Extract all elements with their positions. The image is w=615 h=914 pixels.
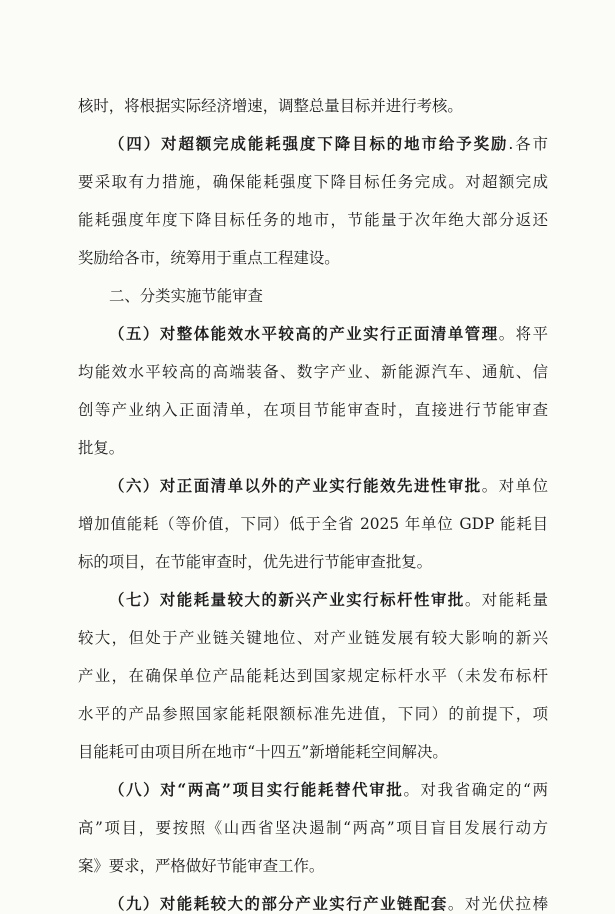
paragraph-line: 创等产业纳入正面清单，在项目节能审查时，直接进行节能审查: [78, 401, 548, 419]
paragraph-line: 产业，在确保单位产品能耗达到国家规定标杆水平（未发布标杆: [78, 667, 548, 685]
section-heading: （五）对整体能效水平较高的产业实行正面清单管理: [109, 325, 499, 343]
paragraph-line: 案》要求，严格做好节能审查工作。: [78, 857, 325, 875]
section-heading: （七）对能耗量较大的新兴产业实行标杆性审批: [109, 591, 465, 609]
paragraph-line: 能耗强度年度下降目标任务的地市，节能量于次年绝大部分返还: [78, 211, 548, 229]
paragraph-line: 标的项目，在节能审查时，优先进行节能审查批复。: [78, 553, 432, 571]
section-heading: （六）对正面清单以外的产业实行能效先进性审批: [109, 477, 482, 495]
paragraph-line: 奖励给各市，统筹用于重点工程建设。: [78, 249, 340, 267]
paragraph-line: 核时，将根据实际经济增速，调整总量目标并进行考核。: [78, 97, 463, 115]
paragraph-line: [78, 134, 548, 154]
section-heading: （九）对能耗较大的部分产业实行产业链配套: [109, 895, 448, 913]
paragraph-line: [78, 590, 548, 610]
paragraph-line: 目能耗可由项目所在地市“十四五”新增能耗空间解决。: [78, 743, 448, 761]
paragraph-line: 要采取有力措施，确保能耗强度下降目标任务完成。对超额完成: [78, 173, 548, 191]
paragraph-line: 较大，但处于产业链关键地位、对产业链发展有较大影响的新兴: [78, 629, 548, 647]
paragraph-line: 高”项目，要按照《山西省坚决遏制“两高”项目盲目发展行动方: [78, 819, 548, 837]
section-title: 二、分类实施节能审查: [109, 287, 263, 305]
paragraph-text: 。将平: [498, 325, 548, 343]
paragraph-line: 水平的产品参照国家能耗限额标准先进值，下同）的前提下，项: [78, 705, 548, 723]
section-heading: （八）对“两高”项目实行能耗替代审批: [109, 781, 404, 799]
paragraph-line: [78, 780, 548, 800]
paragraph-line: [78, 894, 548, 914]
paragraph-text: 。对光伏拉棒: [447, 895, 548, 913]
paragraph-text: .各市: [508, 135, 548, 153]
paragraph-line: [78, 324, 548, 344]
paragraph-text: 。对能耗量: [464, 591, 548, 609]
paragraph-line: 均能效水平较高的高端装备、数字产业、新能源汽车、通航、信: [78, 363, 548, 381]
paragraph-line: 增加值能耗（等价值，下同）低于全省 2025 年单位 GDP 能耗目: [78, 515, 548, 533]
paragraph-line: [78, 476, 548, 496]
paragraph-text: 。对我省确定的“两: [403, 781, 548, 799]
section-heading: （四）对超额完成能耗强度下降目标的地市给予奖励: [109, 135, 509, 153]
paragraph-line: 批复。: [78, 439, 125, 457]
paragraph-text: 。对单位: [481, 477, 548, 495]
